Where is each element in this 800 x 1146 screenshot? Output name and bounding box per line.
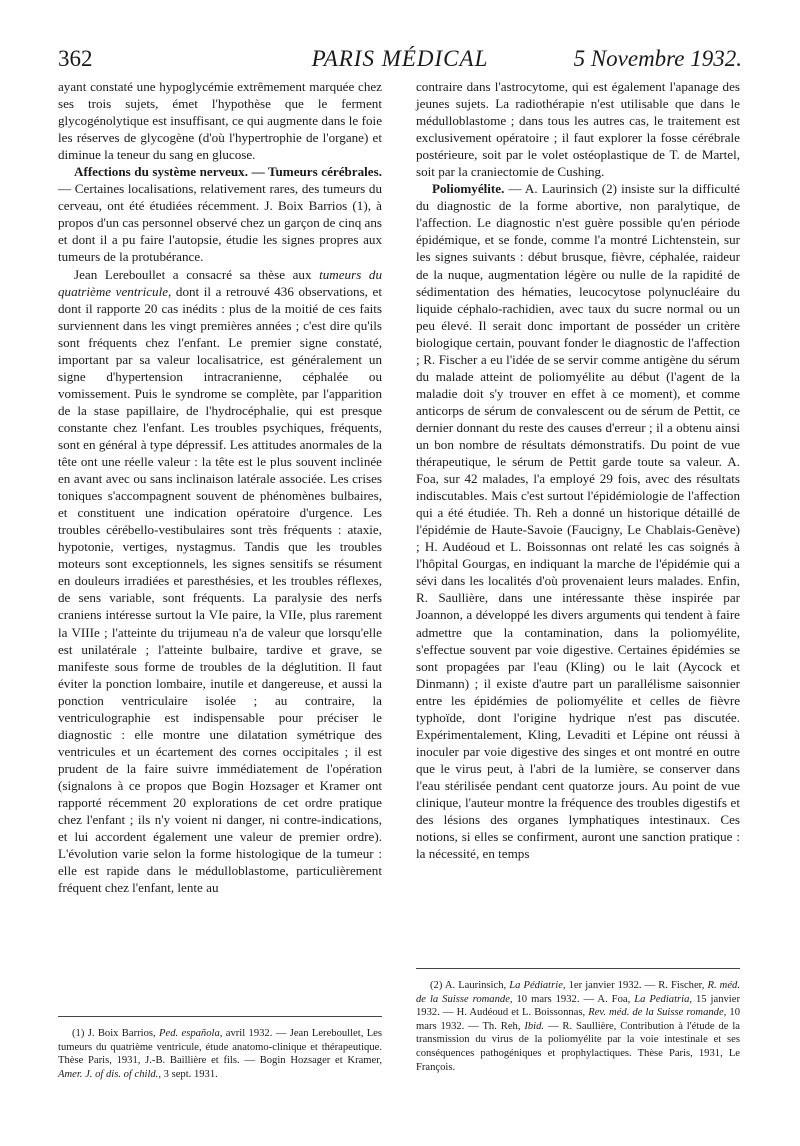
right-column <box>416 78 740 862</box>
paragraph-astrocytoma: contraire dans l'astrocytome, qui est également l'apanage des jeunes sujets. La radiothérapie n'est utilisable que dans le médulloblastome ; dans tous les autres cas, le traitement est exclusivement opératoire ; il faut explorer la fosse cérébrale postérieure, soit par le volet ostéoplastique de T. de Martel, soit par la craniectomie de Cushing. <box>416 79 740 180</box>
journal-title: PARIS MÉDICAL <box>311 46 489 71</box>
paragraph-fourth-ventricle: Jean Lereboullet a consacré sa thèse aux tumeurs du quatrième ventricule, dont il a retrouvé 436 observations, et dont il rapporte 20 cas inédits : plus de la moitié de ces faits surviennent dans les vingt premières années ; c'est dire qu'ils sont fréquents chez l'enfant. Le premier signe constaté, important par sa valeur localisatrice, est généralement un signe d'hypertension intracranienne, céphalée ou vomissement. Puis le syndrome se complète, par l'apparition de la stase papillaire, de l'hydrocéphalie, qui est presque constante chez l'enfant. Les troubles psychiques, fréquents, sont en général à type dépressif. Les attitudes anormales de la tête ont une réelle valeur : la tête est le plus souvent inclinée en avant avec ou sans inclinaison latérale associée. Les crises toniques s'accompagnent souvent de phénomènes bulbaires, et constituent une indication opératoire d'urgence. Les troubles cérébello-vestibulaires sont très fréquents : ataxie, hypotonie, vertiges, nystagmus. Tandis que les troubles moteurs sont exceptionnels, les signes sensitifs se résument en douleurs irradiées et paresthésies, et les troubles réflexes, de sens variable, sont fréquents. La paralysie des nerfs craniens intéresse surtout la VIe paire, la VIIe, plus rarement la VIIIe ; l'atteinte du trijumeau n'a de valeur que lorsqu'elle est unilatérale ; l'atteinte bulbaire, tardive et grave, se manifeste sous forme de troubles de la déglutition. Il faut éviter la ponction lombaire, inutile et dangereuse, et aussi la ponction ventriculaire isolée ; au contraire, la ventriculographie est indispensable pour préciser le diagnostic : elle montre une dilatation symétrique des ventricules et un écartement des cornes occipitales ; il est prudent de la faire suivre immédiatement de l'opération (signalons à ce propos que Bogin Hozsager et Kramer ont rapporté récemment 20 explorations de cet ordre pratique chez l'enfant ; ils n'y voient ni danger, ni contre-indications, et lui accordent également une valeur de premier ordre). L'évolution varie selon la forme histologique de la tumeur : elle est rapide dans le médulloblastome, particulièrement fréquent chez l'enfant, lente au <box>58 266 382 896</box>
section-heading-poliomyelitis: Poliomyélite. <box>432 181 505 197</box>
paragraph-hypoglycemia: ayant constaté une hypoglycémie extrêmement marquée chez ses trois sujets, émet l'hypothèse que le ferment glycogénolytique est insuffisant, ce qui augmente dans le foie les réserves de glycogène (d'où l'hypertrophie de l'organe) et diminue la teneur du sang en glucose. <box>58 79 382 163</box>
thesis-title: tumeurs du quatrième ventricule, <box>58 266 382 299</box>
paragraph-brain-tumors: Affections du système nerveux. — Tumeurs cérébrales. — Certaines localisations, relativement rares, des tumeurs du cerveau, ont été étudiées récemment. J. Boix Barrios (1), à propos d'un cas personnel observé chez un garçon de cinq ans et dont il a pu faire l'autopsie, étudie les signes propres aux tumeurs de la protubérance. <box>58 164 382 265</box>
paragraph-poliomyelitis: Poliomyélite. — A. Laurinsich (2) insiste sur la difficulté du diagnostic de la forme abortive, non paralytique, de l'affection. Le diagnostic n'est guère possible qu'en période épidémique, et se fonde, comme l'a montré Lichtenstein, sur les signes suivants : début brusque, fièvre, céphalée, raideur de la nuque, augmentation légère ou nulle de la rapidité de sédimentation des hématies, leucocytose polynucléaire du liquide céphalo-rachidien, avec taux du sucre normal ou un peu élevé. Il serait donc important de posséder un critère biologique certain, pouvant fonder le diagnostic de l'affection ; R. Fischer a eu l'idée de se servir comme antigène du sérum du malade atteint de poliomyélite au début (l'agent de la maladie doit s'y trouver en effet à ce moment), et comme anticorps de sérum de convalescent ou de sérum de Pettit, ce dernier donnant du reste des causes d'erreur ; il a obtenu ainsi un bon nombre de résultats démonstratifs. Du point de vue thérapeutique, le sérum de Pettit garde toute sa valeur. A. Foa, sur 42 malades, l'a employé 29 fois, avec des résultats indiscutables. Mais c'est surtout l'épidémiologie de l'affection qui a été étudiée. Th. Reh a donné un historique détaillé de l'épidémie de Haute-Savoie (Faucigny, Le Chablais-Genève) ; H. Audéoud et L. Boissonnas ont relaté les cas soignés à l'hôpital Gourgas, en indiquant la marche de l'épidémie qui a sévi dans les localités d'où provenaient leurs malades. Enfin, R. Saullière, dans une intéressante thèse inspirée par Joannon, a développé les divers arguments qui tendent à faire admettre que la contamination, dans la poliomyélite, s'effectue souvent par voie digestive. Certaines épidémies se sont propagées par l'eau (Kling) ou le lait (Aycock et Dinmann) ; il existe d'autre part un parallélisme saisonnier entre les épidémies de poliomyélite et celles de fièvre typhoïde, dont l'origine hydrique n'est pas discutée. Expérimentalement, Kling, Levaditi et Lépine ont réussi à inoculer par voie digestive des singes et ont montré en outre que le virus peut, à l'abri de la lumière, se conserver dans l'eau stérilisée pendant cent quatorze jours. Au point de vue clinique, l'auteur montre la fréquence des troubles digestifs et des lésions des organes lymphatiques intestinaux. Ces notions, si elles se confirment, auront une sanction pratique : la nécessité, en temps <box>416 181 740 862</box>
footnote-2: (2) A. Laurinsich, La Pédiatrie, 1er janvier 1932. — R. Fischer, R. méd. de la Suisse romande, 10 mars 1932. — A. Foa, La Pediatria, 15 janvier 1932. — H. Audéoud et L. Boissonnas, Rev. méd. de la Suisse romande, 10 mars 1932. — Th. Reh, Ibid. — R. Saullière, Contribution à l'étude de la transmission du virus de la poliomyélite par la voie intestinale et ses conséquences pathogéniques et prophylactiques. Thèse Paris, 1931, Le François. <box>416 968 740 1074</box>
section-heading-nervous-system: Affections du système nerveux. — Tumeurs cérébrales. <box>74 164 382 180</box>
page-header <box>58 42 742 76</box>
page-number: 362 <box>58 46 93 71</box>
issue-date: 5 Novembre 1932. <box>573 46 742 71</box>
footnote-1: (1) J. Boix Barrios, Ped. española, avril 1932. — Jean Lereboullet, Les tumeurs du quatrième ventricule, étude anatomo-clinique et thérapeutique. Thèse Paris, 1931, J.-B. Baillière et fils. — Bogin Hozsager et Kramer, Amer. J. of dis. of child., 3 sept. 1931. <box>58 1016 382 1081</box>
left-column <box>58 78 382 896</box>
